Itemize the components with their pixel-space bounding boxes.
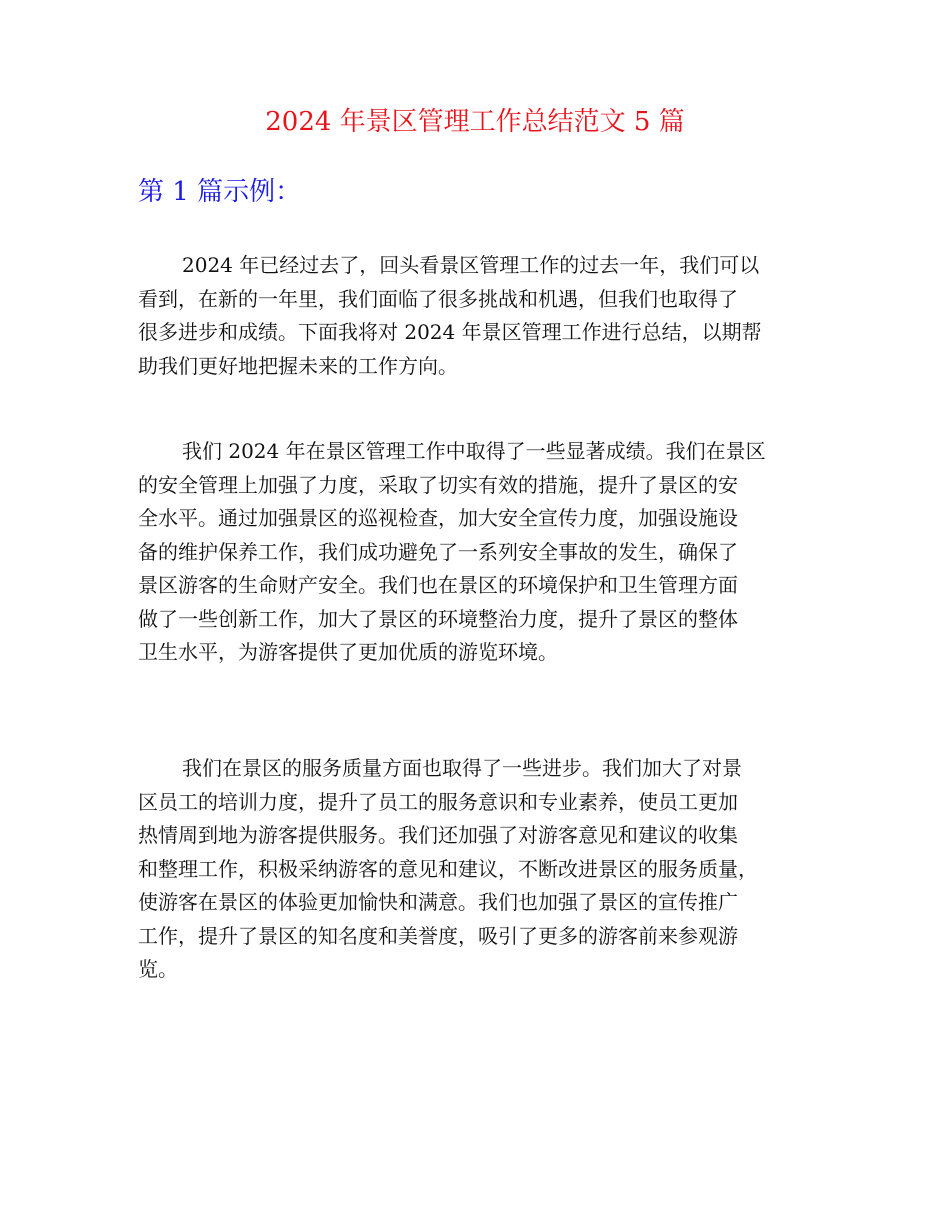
paragraph-3 xyxy=(138,752,838,987)
paragraph-line: 和整理工作，积极采纳游客的意见和建议，不断改进景区的服务质量， xyxy=(138,856,758,881)
paragraph-line: 我们 2024 年在景区管理工作中取得了一些显著成绩。我们在景区 xyxy=(182,439,766,463)
paragraph-line: 全水平。通过加强景区的巡视检查，加大安全宣传力度，加强设施设 xyxy=(138,506,738,530)
paragraph-line: 热情周到地为游客提供服务。我们还加强了对游客意见和建议的收集 xyxy=(138,823,738,847)
paragraph-line: 很多进步和成绩。下面我将对 2024 年景区管理工作进行总结，以期帮 xyxy=(138,320,762,344)
paragraph-line: 助我们更好地把握未来的工作方向。 xyxy=(138,353,458,378)
paragraph-1 xyxy=(138,249,838,383)
paragraph-line: 做了一些创新工作，加大了景区的环境整治力度，提升了景区的整体 xyxy=(138,606,738,631)
section-heading: 第 1 篇示例： xyxy=(138,177,302,207)
paragraph-line: 景区游客的生命财产安全。我们也在景区的环境保护和卫生管理方面 xyxy=(138,573,738,597)
document-title: 2024 年景区管理工作总结范文 5 篇 xyxy=(265,107,685,137)
paragraph-line: 我们在景区的服务质量方面也取得了一些进步。我们加大了对景 xyxy=(182,756,742,780)
paragraph-line: 2024 年已经过去了，回头看景区管理工作的过去一年，我们可以 xyxy=(182,253,760,277)
paragraph-line: 工作，提升了景区的知名度和美誉度，吸引了更多的游客前来参观游 xyxy=(138,923,738,948)
paragraph-line: 看到，在新的一年里，我们面临了很多挑战和机遇，但我们也取得了 xyxy=(138,286,738,311)
paragraph-line: 的安全管理上加强了力度，采取了切实有效的措施，提升了景区的安 xyxy=(138,472,738,497)
paragraph-2 xyxy=(138,435,838,670)
paragraph-line: 备的维护保养工作，我们成功避免了一系列安全事故的发生，确保了 xyxy=(138,539,738,564)
paragraph-line: 览。 xyxy=(138,957,178,981)
paragraph-line: 使游客在景区的体验更加愉快和满意。我们也加强了景区的宣传推广 xyxy=(138,890,738,914)
paragraph-line: 卫生水平，为游客提供了更加优质的游览环境。 xyxy=(138,640,558,664)
paragraph-line: 区员工的培训力度，提升了员工的服务意识和专业素养，使员工更加 xyxy=(138,789,738,814)
